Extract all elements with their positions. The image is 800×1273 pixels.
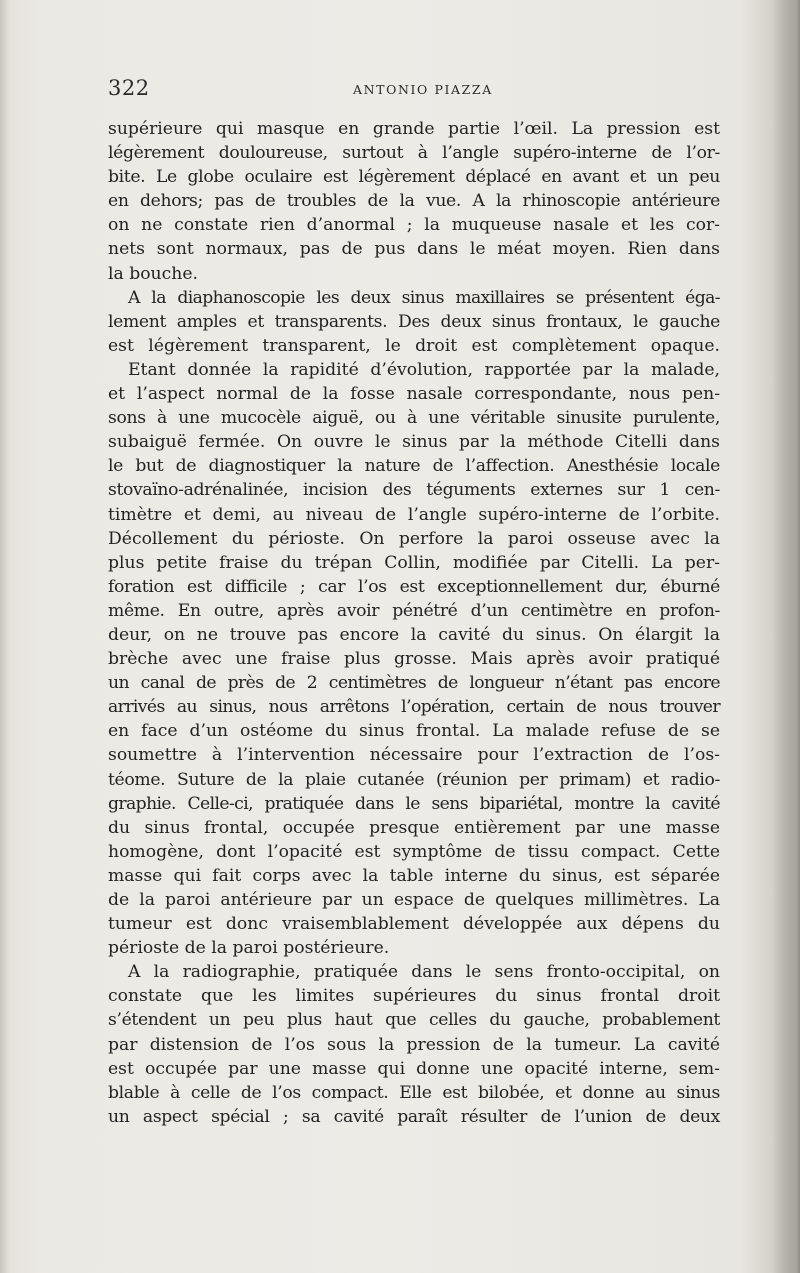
text-line: un aspect spécial ; sa cavité paraît résulter de l’union de deux [108, 1106, 720, 1127]
text-line: sons à une mucocèle aiguë, ou à une véritable sinusite purulente, [108, 408, 720, 429]
text-line: la bouche. [108, 263, 198, 284]
text-line: supérieure qui masque en grande partie l’œil. La pression est [108, 119, 720, 139]
text-line: légèrement douloureuse, surtout à l’angle supéro-interne de l’or- [108, 143, 720, 164]
text-line: graphie. Celle-ci, pratiquée dans le sens bipariétal, montre la cavité [108, 793, 720, 814]
text-line: constate que les limites supérieures du sinus frontal droit [108, 986, 720, 1007]
text-line: bite. Le globe oculaire est légèrement déplacé en avant et un peu [108, 167, 720, 188]
page-number: 322 [108, 76, 150, 100]
text-line: masse qui fait corps avec la table interne du sinus, est séparée [108, 865, 720, 886]
paragraph-start-line: A la diaphanoscopie les deux sinus maxillaires se présentent éga- [128, 287, 720, 308]
text-line: subaiguë fermée. On ouvre le sinus par la méthode Citelli dans [108, 432, 720, 453]
text-line: arrivés au sinus, nous arrêtons l’opération, certain de nous trouver [108, 697, 720, 718]
text-line: en dehors; pas de troubles de la vue. A la rhinoscopie antérieure [108, 191, 720, 212]
text-line: tumeur est donc vraisemblablement développée aux dépens du [108, 914, 720, 935]
text-line: un canal de près de 2 centimètres de longueur n’étant pas encore [108, 673, 720, 694]
text-line: foration est difficile ; car l’os est exceptionnellement dur, éburné [108, 576, 720, 597]
text-line: même. En outre, après avoir pénétré d’un centimètre en profon- [108, 600, 720, 621]
text-line: du sinus frontal, occupée presque entièrement par une masse [108, 817, 720, 838]
text-line: périoste de la paroi postérieure. [108, 938, 390, 959]
text-line: brèche avec une fraise plus grosse. Mais après avoir pratiqué [108, 649, 720, 670]
text-line: et l’aspect normal de la fosse nasale correspondante, nous pen- [108, 384, 720, 405]
text-line: est légèrement transparent, le droit est complètement opaque. [108, 335, 720, 356]
text-line: plus petite fraise du trépan Collin, modifiée par Citelli. La per- [108, 552, 720, 573]
running-title: ANTONIO PIAZZA [353, 82, 493, 97]
text-line: deur, on ne trouve pas encore la cavité du sinus. On élargit la [108, 624, 720, 645]
text-line: s’étendent un peu plus haut que celles du gauche, probablement [108, 1010, 720, 1031]
text-line: blable à celle de l’os compact. Elle est bilobée, et donne au sinus [108, 1082, 720, 1103]
text-line: le but de diagnostiquer la nature de l’affection. Anesthésie locale [108, 456, 720, 477]
page-left-shadow [0, 0, 10, 1273]
paragraph-start-line: Etant donnée la rapidité d’évolution, rapportée par la malade, [128, 359, 720, 380]
text-line: on ne constate rien d’anormal ; la muqueuse nasale et les cor- [108, 215, 720, 236]
text-line: téome. Suture de la plaie cutanée (réunion per primam) et radio- [108, 769, 720, 790]
body-text [108, 117, 720, 1129]
page-header [108, 76, 718, 104]
text-line: lement amples et transparents. Des deux sinus frontaux, le gauche [108, 311, 720, 332]
text-line: par distension de l’os sous la pression de la tumeur. La cavité [108, 1034, 720, 1055]
paragraph-start-line: A la radiographie, pratiquée dans le sens fronto-occipital, on [128, 962, 720, 983]
text-line: de la paroi antérieure par un espace de quelques millimètres. La [108, 890, 720, 910]
text-line: en face d’un ostéome du sinus frontal. La malade refuse de se [108, 721, 720, 742]
text-line: stovaïno-adrénalinée, incision des téguments externes sur 1 cen- [108, 480, 720, 501]
text-line: homogène, dont l’opacité est symptôme de tissu compact. Cette [108, 841, 720, 862]
page-right-shadow [772, 0, 800, 1273]
text-line: nets sont normaux, pas de pus dans le méat moyen. Rien dans [108, 239, 720, 260]
text-line: est occupée par une masse qui donne une opacité interne, sem- [108, 1058, 720, 1079]
text-line: soumettre à l’intervention nécessaire pour l’extraction de l’os- [108, 745, 720, 766]
text-line: timètre et demi, au niveau de l’angle supéro-interne de l’orbite. [108, 504, 720, 525]
text-line: Décollement du périoste. On perfore la paroi osseuse avec la [108, 528, 720, 549]
